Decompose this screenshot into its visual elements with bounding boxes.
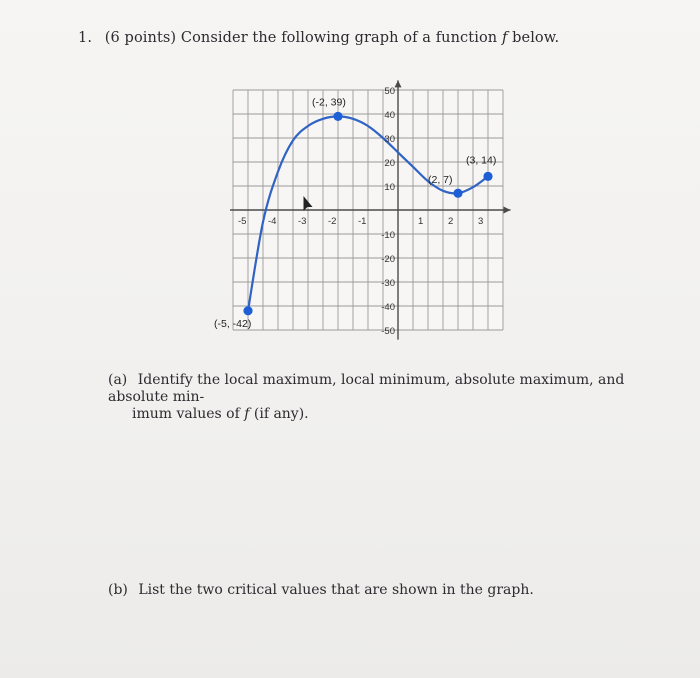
- x-tick-label: -4: [268, 216, 277, 227]
- x-tick-label: 1: [418, 216, 424, 227]
- y-tick-label: 40: [384, 110, 395, 121]
- y-tick-label: -20: [381, 254, 395, 265]
- point-label-local-min: (2, 7): [428, 174, 453, 187]
- problem-number: 1.: [78, 30, 93, 46]
- x-axis-arrow: [504, 207, 511, 214]
- point-right-endpoint: [483, 172, 492, 181]
- y-axis-arrow: [395, 80, 402, 87]
- y-tick-label: 50: [384, 86, 395, 97]
- question-a-function-symbol: f: [244, 406, 250, 422]
- problem-heading: [78, 30, 559, 46]
- y-tick-label: 10: [384, 182, 395, 193]
- y-tick-label: 30: [384, 134, 395, 145]
- problem-statement-pre: Consider the following graph of a function: [180, 30, 498, 46]
- problem-statement-post: below.: [512, 30, 560, 46]
- question-a-line2-post: (if any).: [253, 406, 309, 422]
- point-label-right-endpoint: (3, 14): [466, 154, 497, 167]
- point-local-min: [453, 189, 462, 198]
- question-a-line2-pre: imum values of: [132, 406, 240, 422]
- y-tick-label: -10: [381, 230, 395, 241]
- y-tick-label: 20: [384, 158, 395, 169]
- x-tick-label: 2: [448, 216, 454, 227]
- x-tick-label: 3: [478, 216, 484, 227]
- y-tick-label: -40: [381, 302, 395, 313]
- point-left-endpoint: [243, 306, 252, 315]
- y-tick-label: -50: [381, 326, 395, 337]
- x-tick-label: -3: [298, 216, 307, 227]
- function-graph: [210, 62, 530, 352]
- question-b-text: List the two critical values that are shown in the graph.: [138, 582, 534, 598]
- question-b: [108, 582, 668, 599]
- point-label-local-max: (-2, 39): [312, 96, 346, 109]
- question-b-label: (b): [108, 582, 128, 598]
- x-tick-label: -1: [358, 216, 367, 227]
- x-tick-label: -5: [238, 216, 247, 227]
- point-label-left-endpoint: (-5, -42): [214, 317, 252, 330]
- question-a-label: (a): [108, 372, 128, 388]
- problem-points: (6 points): [104, 30, 177, 46]
- question-a: [108, 372, 668, 423]
- y-tick-label: -30: [381, 278, 395, 289]
- question-a-line1: Identify the local maximum, local minimum, absolute maximum, and absolute min-: [108, 372, 625, 405]
- function-symbol: f: [501, 30, 508, 46]
- question-a-line2: [108, 406, 668, 423]
- x-tick-label: -2: [328, 216, 337, 227]
- point-local-max: [333, 112, 342, 121]
